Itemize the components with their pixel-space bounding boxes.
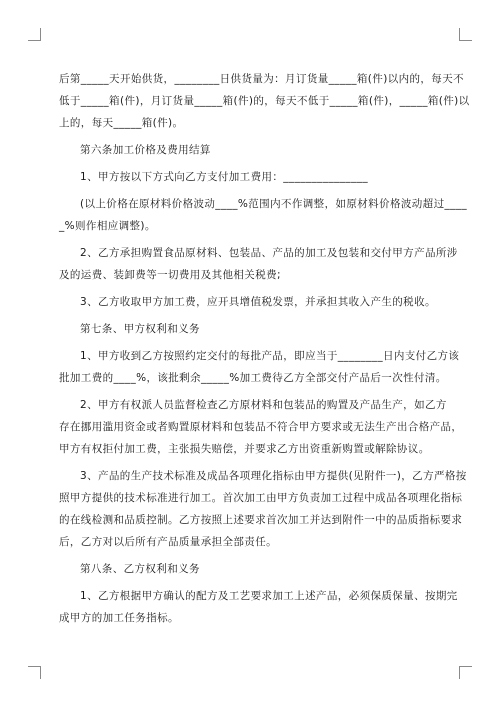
text-line: (以上价格在原材料价格波动____%范围内不作调整，如原材料价格波动超过____ <box>80 198 468 210</box>
text-line: 存在挪用滥用资金或者购置原材料和包装品不符合甲方要求或无法生产出合格产品， <box>59 421 463 433</box>
text-line: 1、乙方根据甲方确认的配方及工艺要求加工上述产品，必须保质保量、按期完 <box>80 590 458 602</box>
section-heading: 第八条、乙方权利和义务 <box>80 563 200 575</box>
text-line: 及的运费、装卸费等一切费用及其他相关税费; <box>59 269 281 281</box>
text-line: 上的，每天_____箱(件)。 <box>59 117 184 129</box>
text-line: 照甲方提供的技术标准进行加工。首次加工由甲方负责加工过程中成品各项理化指标 <box>59 492 463 504</box>
crop-mark-top-right <box>459 28 472 41</box>
section-heading: 第七条、甲方权利和义务 <box>80 323 200 335</box>
text-line: 甲方有权拒付加工费，主张损失赔偿，并要求乙方出资重新购置或解除协议。 <box>59 443 430 455</box>
document-body <box>59 68 470 629</box>
text-line: 1、甲方按以下方式向乙方支付加工费用：_______________ <box>80 171 369 183</box>
crop-mark-bottom-left <box>28 666 41 679</box>
text-line: 批加工费的____%，该批剩余_____%加工费待乙方全部交付产品后一次性付清。 <box>59 372 447 384</box>
text-line: _%则作相应调整)。 <box>59 220 156 232</box>
text-line: 后，乙方对以后所有产品质量承担全部责任。 <box>59 536 277 548</box>
crop-mark-top-left <box>28 28 41 41</box>
text-line: 的在线检测和品质控制。乙方按照上述要求首次加工并达到附件一中的品质指标要求 <box>59 514 463 526</box>
text-line: 2、乙方承担购置食品原材料、包装品、产品的加工及包装和交付甲方产品所涉 <box>80 247 458 259</box>
text-line: 后第_____天开始供货，________日供货量为：月订货量_____箱(件)以内的，每天不 <box>59 73 464 85</box>
crop-mark-bottom-right <box>459 666 472 679</box>
section-heading: 第六条加工价格及费用结算 <box>80 144 211 156</box>
text-line: 3、产品的生产技术标准及成品各项理化指标由甲方提供(见附件一)，乙方严格按 <box>80 470 467 482</box>
text-line: 2、甲方有权派人员监督检查乙方原材料和包装品的购置及产品生产，如乙方 <box>80 399 447 411</box>
text-line: 1、甲方收到乙方按照约定交付的每批产品，即应当于________日内支付乙方该 <box>80 350 460 362</box>
text-line: 低于_____箱(件)，月订货量_____箱(件)的，每天不低于_____箱(件)，_____箱(件)以 <box>59 95 470 107</box>
text-line: 3、乙方收取甲方加工费，应开具增值税发票，并承担其收入产生的税收。 <box>80 296 436 308</box>
text-line: 成甲方的加工任务指标。 <box>59 612 179 624</box>
